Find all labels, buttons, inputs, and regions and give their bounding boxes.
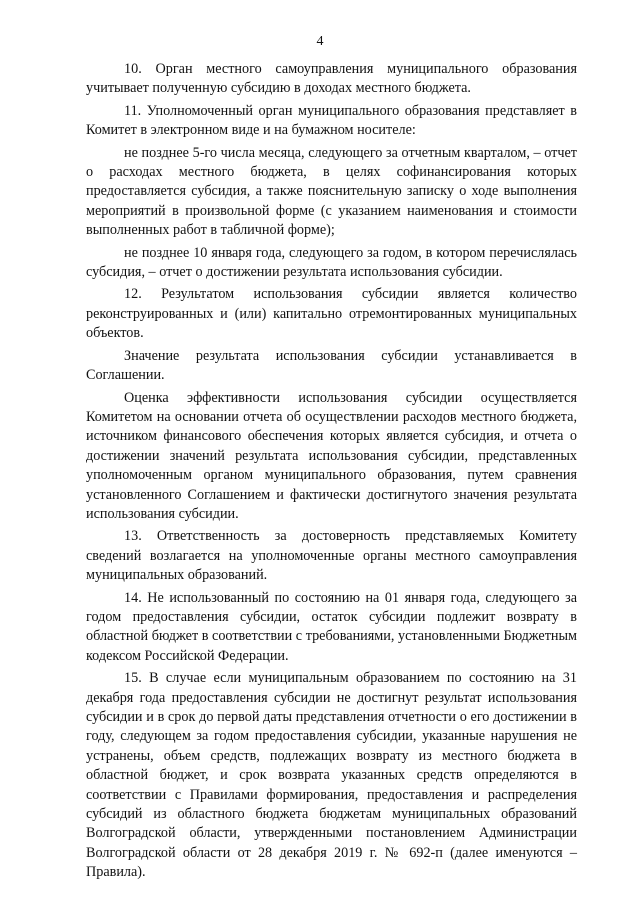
paragraph-12: 12. Результатом использования субсидии является количество реконструированных и (или) капитально отремонтированных муниципальных объектов. xyxy=(86,286,577,342)
paragraph-12-efficiency-assessment: Оценка эффективности использования субсидии осуществляется Комитетом на основании отчета об осуществлении расходов местного бюджета, источником финансового обеспечения которых является субсидия, и отчета о достижении значений результата использования субсидии, представленных уполномоченным органом муниципального образования, путем сравнения установленного Соглашением и фактически достигнутого значения результата использования субсидии. xyxy=(86,389,577,522)
paragraph-10: 10. Орган местного самоуправления муниципального образования учитывает полученную субсидию в доходах местного бюджета. xyxy=(86,61,577,97)
paragraph-13: 13. Ответственность за достоверность представляемых Комитету сведений возлагается на уполномоченные органы местного самоуправления муниципальных образований. xyxy=(86,528,577,584)
page-number: 4 xyxy=(316,34,324,49)
paragraph-12-result-value: Значение результата использования субсидии устанавливается в Соглашении. xyxy=(86,347,577,384)
paragraph-11-item-quarterly-report: не позднее 5-го числа месяца, следующего за отчетным кварталом, – отчет о расходах местного бюджета, в целях софинансирования которых предоставляется субсидия, а также пояснительную записку о ходе выполнения мероприятий в произвольной форме (с указанием наименования и стоимости выполненных работ в табличной форме); xyxy=(86,144,577,239)
paragraph-11: 11. Уполномоченный орган муниципального образования представляет в Комитет в электронном виде и на бумажном носителе: xyxy=(86,102,577,139)
paragraph-15: 15. В случае если муниципальным образованием по состоянию на 31 декабря года предоставления субсидии не достигнут результат использования субсидии и в срок до первой даты представления отчетности о его достижении в году, следующем за годом предоставления субсидии, указанные нарушения не устранены, объем средств, подлежащих возврату из местного бюджета в областной бюджет, и срок возврата указанных средств определяются в соответствии с Правилами формирования, предоставления и распределения субсидий из областного бюджета бюджетам муниципальных образований Волгоградской области, утвержденными постановлением Администрации Волгоградской области от 28 декабря 2019 г. № 692-п (далее именуются – Правила). xyxy=(86,670,577,881)
paragraph-11-item-annual-report: не позднее 10 января года, следующего за годом, в котором перечислялась субсидия, – отчет о достижении результата использования субсидии. xyxy=(86,244,577,281)
paragraph-14: 14. Не использованный по состоянию на 01 января года, следующего за годом предоставления субсидии, остаток субсидии подлежит возврату в областной бюджет в соответствии с требованиями, установленными Бюджетным кодексом Российской Федерации. xyxy=(86,589,577,664)
document-body xyxy=(86,60,577,886)
